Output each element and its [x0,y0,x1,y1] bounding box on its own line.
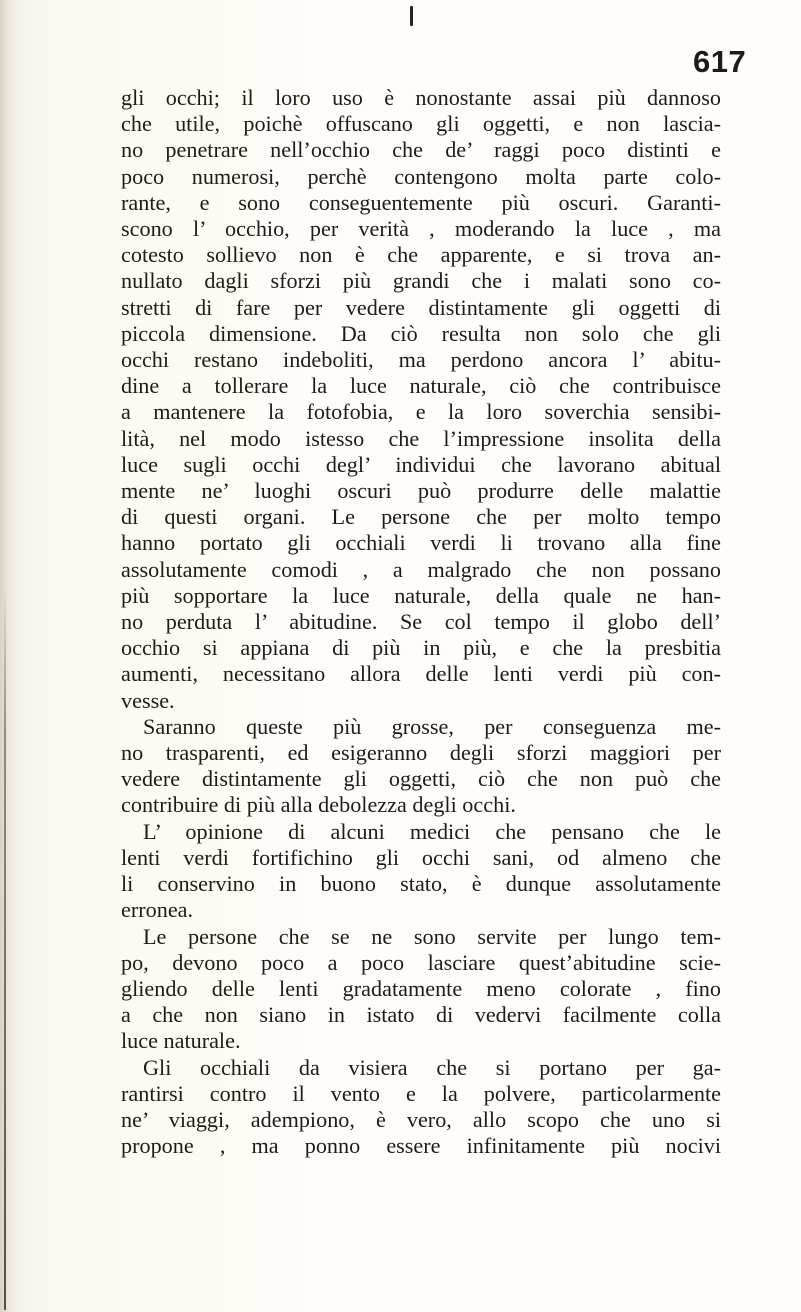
text-line: lità, nel modo istesso che l’impressione insolita della [121,425,721,451]
text-line: più sopportare la luce naturale, della quale ne han- [121,582,721,608]
text-line: po, devono poco a poco lasciare quest’abitudine scie- [121,949,721,975]
text-line: occhio si appiana di più in più, e che la presbitia [121,635,721,661]
text-line: di questi organi. Le persone che per molto tempo [121,504,721,530]
text-line: scono l’ occhio, per verità , moderando la luce , ma [121,216,721,242]
text-line-paragraph-end: luce naturale. [121,1028,241,1054]
text-line-paragraph-start: L’ opinione di alcuni medici che pensano che le [143,818,721,844]
binding-edge-line [4,590,6,1310]
text-line: no penetrare nell’occhio che de’ raggi poco distinti e [121,137,721,163]
text-line-paragraph-start: Gli occhiali da visiera che si portano per ga- [143,1054,721,1080]
text-line: dine a tollerare la luce naturale, ciò che contribuisce [121,373,721,399]
text-line-paragraph-end: vesse. [121,687,175,713]
text-line: a mantenere la fotofobia, e la loro soverchia sensibi- [121,399,721,425]
text-line: assolutamente comodi , a malgrado che non possano [121,556,721,582]
body-text [121,85,721,1159]
text-line: nullato dagli sforzi più grandi che i malati sono co- [121,268,721,294]
text-line: gli occhi; il loro uso è nonostante assai più dannoso [121,85,721,110]
text-line: hanno portato gli occhiali verdi li trovano alla fine [121,530,721,556]
text-line: luce sugli occhi degl’ individui che lavorano abitual [121,451,721,477]
text-line-paragraph-end: contribuire di più alla debolezza degli occhi. [121,792,516,818]
text-line-paragraph-start: Saranno queste più grosse, per conseguenza me- [143,713,721,739]
text-line: propone , ma ponno essere infinitamente più nocivi [121,1133,721,1159]
text-line: occhi restano indeboliti, ma perdono ancora l’ abitu- [121,347,721,373]
text-line: aumenti, necessitano allora delle lenti verdi più con- [121,661,721,687]
text-line: che utile, poichè offuscano gli oggetti, e non lascia- [121,111,721,137]
text-line: no trasparenti, ed esigeranno degli sforzi maggiori per [121,740,721,766]
text-line: a che non siano in istato di vedervi facilmente colla [121,1002,721,1028]
text-line: rante, e sono conseguentemente più oscuri. Garanti- [121,189,721,215]
text-line: ne’ viaggi, adempiono, è vero, allo scopo che uno si [121,1106,721,1132]
text-line-paragraph-start: Le persone che se ne sono servite per lungo tem- [143,923,721,949]
text-line: no perduta l’ abitudine. Se col tempo il globo dell’ [121,609,721,635]
text-line: vedere distintamente gli oggetti, ciò che non può che [121,766,721,792]
text-line: li conservino in buono stato, è dunque assolutamente [121,871,721,897]
text-line: rantirsi contro il vento e la polvere, particolarmente [121,1080,721,1106]
text-line: poco numerosi, perchè contengono molta parte colo- [121,163,721,189]
text-line: cotesto sollievo non è che apparente, e si trova an- [121,242,721,268]
text-line: lenti verdi fortifichino gli occhi sani, od almeno che [121,844,721,870]
text-line: mente ne’ luoghi oscuri può produrre delle malattie [121,478,721,504]
top-ink-mark [410,6,413,26]
page-number: 617 [693,44,747,79]
page-gutter [0,0,18,1312]
text-line: gliendo delle lenti gradatamente meno colorate , fino [121,975,721,1001]
text-line: stretti di fare per vedere distintamente gli oggetti di [121,294,721,320]
text-line-paragraph-end: erronea. [121,897,194,923]
text-line: piccola dimensione. Da ciò resulta non solo che gli [121,320,721,346]
